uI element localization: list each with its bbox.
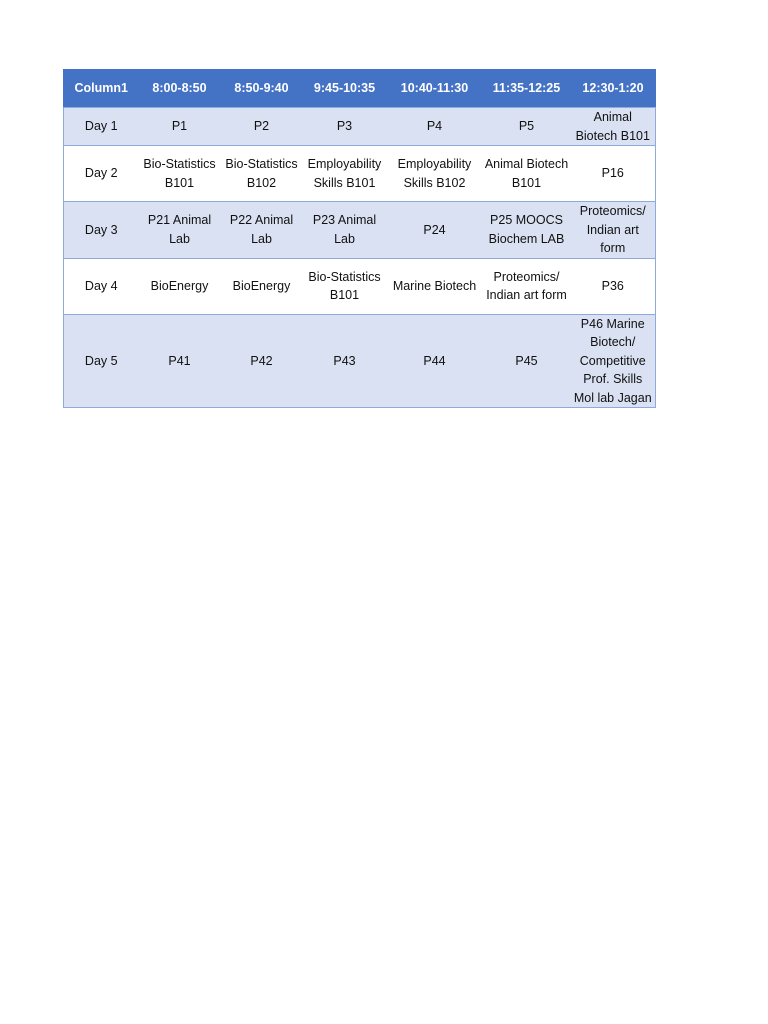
table-cell[interactable]: P23 Animal Lab	[303, 202, 387, 259]
table-cell[interactable]: P46 Marine Biotech/ Competitive Prof. Skills Mol lab Jagan	[571, 314, 656, 408]
table-cell[interactable]: P44	[387, 314, 483, 408]
column-header[interactable]: 11:35-12:25	[483, 69, 571, 108]
column-header[interactable]: 8:50-9:40	[221, 69, 303, 108]
table-cell[interactable]: BioEnergy	[221, 258, 303, 314]
table-cell[interactable]: Marine Biotech	[387, 258, 483, 314]
table-cell[interactable]: P5	[483, 108, 571, 146]
table-row	[64, 202, 656, 259]
table-row	[64, 314, 656, 408]
table-cell[interactable]: Bio-Statistics B101	[139, 146, 221, 202]
table-cell[interactable]: P36	[571, 258, 656, 314]
table-cell[interactable]: P3	[303, 108, 387, 146]
table-cell[interactable]: P1	[139, 108, 221, 146]
column-header[interactable]: 8:00-8:50	[139, 69, 221, 108]
table-cell[interactable]: P4	[387, 108, 483, 146]
table-body	[64, 108, 656, 408]
table-cell[interactable]: P25 MOOCS Biochem LAB	[483, 202, 571, 259]
table-cell[interactable]: Employability Skills B101	[303, 146, 387, 202]
header-row	[64, 69, 656, 108]
table-cell[interactable]: Employability Skills B102	[387, 146, 483, 202]
table-cell[interactable]: Proteomics/ Indian art form	[571, 202, 656, 259]
table-cell[interactable]: P2	[221, 108, 303, 146]
table-cell[interactable]: Animal Biotech B101	[483, 146, 571, 202]
table-row	[64, 108, 656, 146]
table-row	[64, 146, 656, 202]
column-header[interactable]: 10:40-11:30	[387, 69, 483, 108]
table-cell[interactable]: Day 2	[64, 146, 139, 202]
column-header[interactable]: Column1	[64, 69, 139, 108]
table-cell[interactable]: Proteomics/ Indian art form	[483, 258, 571, 314]
timetable	[63, 69, 656, 408]
table-cell[interactable]: P21 Animal Lab	[139, 202, 221, 259]
table-cell[interactable]: BioEnergy	[139, 258, 221, 314]
table-cell[interactable]: Day 4	[64, 258, 139, 314]
table-cell[interactable]: P45	[483, 314, 571, 408]
table-cell[interactable]: Day 1	[64, 108, 139, 146]
table-cell[interactable]: P42	[221, 314, 303, 408]
table-cell[interactable]: Bio-Statistics B102	[221, 146, 303, 202]
table-cell[interactable]: P43	[303, 314, 387, 408]
column-header[interactable]: 12:30-1:20	[571, 69, 656, 108]
table-header	[64, 69, 656, 108]
table-row	[64, 258, 656, 314]
table-cell[interactable]: P16	[571, 146, 656, 202]
table-cell[interactable]: Day 5	[64, 314, 139, 408]
table-cell[interactable]: Animal Biotech B101	[571, 108, 656, 146]
table-cell[interactable]: P22 Animal Lab	[221, 202, 303, 259]
table-cell[interactable]: P41	[139, 314, 221, 408]
column-header[interactable]: 9:45-10:35	[303, 69, 387, 108]
table-cell[interactable]: P24	[387, 202, 483, 259]
table-cell[interactable]: Day 3	[64, 202, 139, 259]
table-cell[interactable]: Bio-Statistics B101	[303, 258, 387, 314]
